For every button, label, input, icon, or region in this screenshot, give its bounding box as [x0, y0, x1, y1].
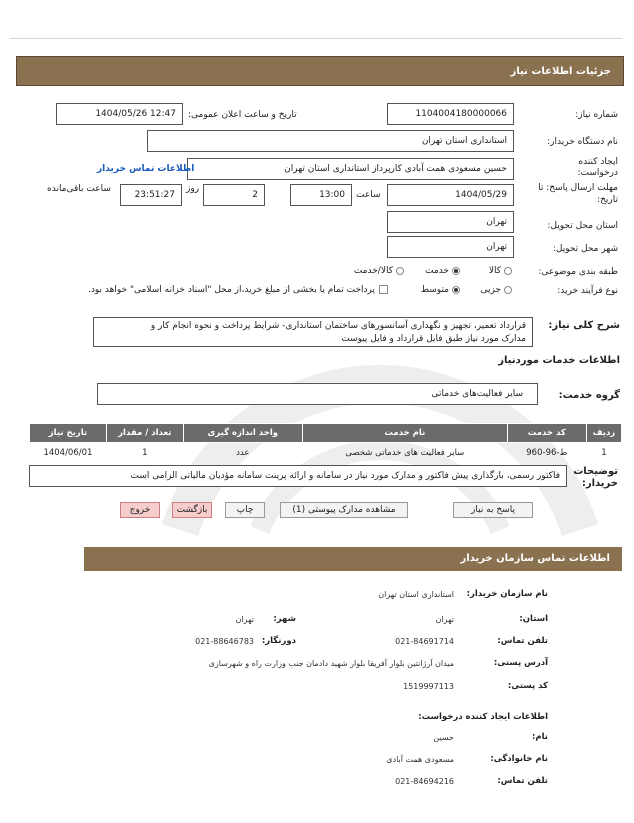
radio-selected-icon [452, 267, 460, 275]
back-button[interactable]: بازگشت [172, 502, 212, 518]
contact-org-label: نام سازمان خریدار: [466, 589, 548, 599]
contact-phone-label: تلفن تماس: [497, 636, 548, 646]
creator-first-name-label: نام: [531, 732, 548, 742]
deadline-date-field: 1404/05/29 [387, 184, 514, 206]
category-label: طبقه بندی موضوعی: [538, 267, 618, 277]
contact-phone-value: 021-84691714 [395, 637, 454, 646]
view-documents-button[interactable]: مشاهده مدارک پیوستی (1) [280, 502, 408, 518]
contact-section-header: اطلاعات تماس سازمان خریدار [84, 547, 622, 571]
contact-city-value: تهران [235, 615, 254, 624]
process-option-medium[interactable]: متوسط [421, 285, 460, 295]
category-option-both[interactable]: کالا/خدمت [354, 266, 404, 276]
cell-row: 1 [601, 448, 607, 458]
page-header: جزئیات اطلاعات نیاز [16, 56, 624, 86]
col-code: کد خدمت [507, 424, 586, 443]
radio-icon [504, 267, 512, 275]
radio-selected-icon [452, 286, 460, 294]
deadline-label: مهلت ارسال پاسخ: تا [538, 183, 618, 193]
deadline-time-field: 13:00 [290, 184, 352, 206]
table-row [30, 443, 622, 464]
province-label: استان محل تحویل: [547, 221, 618, 231]
buyer-notes-field: فاکتور رسمی، بارگذاری پیش فاکتور و مدارک مورد نیاز در سامانه و ارائه پرینت سامانه مؤدیان مالیاتی الزامی است [29, 465, 567, 487]
contact-fax-value: 021-88646783 [195, 637, 254, 646]
need-number-label: شماره نیاز: [575, 110, 618, 120]
table-header-row [30, 424, 622, 443]
exit-button[interactable]: خروج [120, 502, 160, 518]
contact-province-label: استان: [519, 614, 548, 624]
announce-label: تاریخ و ساعت اعلان عمومی: [188, 110, 297, 120]
radio-icon [396, 267, 404, 275]
creator-last-name-value: مسعودی همت آبادی [386, 755, 454, 764]
days-field: 2 [203, 184, 265, 206]
services-table [29, 423, 622, 463]
announce-field: 1404/05/26 12:47 [56, 103, 183, 125]
buyer-org-field: استانداری استان تهران [147, 130, 514, 152]
time-label: ساعت [356, 190, 381, 200]
creator-last-name-label: نام خانوادگی: [490, 754, 548, 764]
contact-province-value: تهران [435, 615, 454, 624]
remaining-field: 23:51:27 [120, 184, 182, 206]
process-option-minor[interactable]: جزیی [480, 285, 512, 295]
city-label: شهر محل تحویل: [552, 244, 618, 254]
creator-first-name-value: حسین [433, 733, 454, 742]
buyer-org-label: نام دستگاه خریدار: [547, 137, 618, 147]
description-line-1: قرارداد تعمیر، تجهیز و نگهداری آسانسورهای ساختمان استانداری- شرایط پرداخت و نحوه انجام کار و [150, 321, 526, 331]
contact-fax-label: دورنگار: [261, 636, 296, 646]
creator-label-2: درخواست: [577, 168, 618, 178]
buyer-notes-label: توضیحات [573, 466, 618, 477]
col-date: تاریخ نیاز [30, 424, 107, 443]
category-option-service[interactable]: خدمت [425, 266, 460, 276]
service-group-label: گروه خدمت: [558, 390, 620, 401]
contact-postal-value: 1519997113 [403, 682, 454, 691]
col-qty: تعداد / مقدار [106, 424, 183, 443]
contact-address-label: آدرس پستی: [493, 658, 548, 668]
creator-section-label: اطلاعات ایجاد کننده درخواست: [418, 712, 548, 722]
contact-postal-label: کد پستی: [507, 681, 548, 691]
description-line-2: مدارک مورد نیاز طبق فایل قرارداد و فایل پیوست [341, 334, 526, 344]
cell-unit: عدد [236, 448, 250, 458]
province-field: تهران [387, 211, 514, 233]
deadline-label-2: تاریخ: [597, 195, 618, 205]
cell-name: سایر فعالیت های خدماتی شخصی [345, 448, 465, 458]
col-name: نام خدمت [302, 424, 507, 443]
buyer-notes-label-2: خریدار: [581, 478, 618, 489]
buyer-contact-link[interactable]: اطلاعات تماس خریدار [97, 164, 195, 174]
creator-phone-label: تلفن تماس: [497, 776, 548, 786]
category-option-goods[interactable]: کالا [489, 266, 512, 276]
contact-address-value: میدان آرژانتین بلوار آفریقا بلوار شهید دادمان جنب وزارت راه و شهرسازی [208, 659, 454, 668]
services-section-title: اطلاعات خدمات موردنیاز [498, 355, 620, 366]
creator-phone-value: 021-84694216 [395, 777, 454, 786]
col-row: ردیف [586, 424, 621, 443]
respond-button[interactable]: پاسخ به نیاز [453, 502, 533, 518]
description-label: شرح کلی نیاز: [548, 320, 620, 331]
creator-label: ایجاد کننده [578, 157, 618, 167]
creator-field: حسین مسعودی همت آبادی کارپرداز استانداری استان تهران [187, 158, 514, 180]
radio-icon [504, 286, 512, 294]
contact-city-label: شهر: [273, 614, 296, 624]
remaining-label: ساعت باقی‌مانده [47, 184, 111, 194]
service-group-field: سایر فعالیت‌های خدماتی [97, 383, 538, 405]
print-button[interactable]: چاپ [225, 502, 265, 518]
cell-qty: 1 [142, 448, 148, 458]
city-field: تهران [387, 236, 514, 258]
process-label: نوع فرآیند خرید: [557, 286, 618, 296]
checkbox-icon [379, 285, 388, 294]
cell-date: 1404/06/01 [43, 448, 93, 458]
description-box [93, 317, 533, 347]
cell-code: ط-96-960 [526, 448, 568, 458]
need-number-field: 1104004180000066 [387, 103, 514, 125]
payment-checkbox-row[interactable]: پرداخت تمام یا بخشی از مبلغ خرید،از محل "اسناد خزانه اسلامی" خواهد بود. [88, 285, 388, 295]
contact-org-value: استانداری استان تهران [378, 590, 454, 599]
col-unit: واحد اندازه گیری [183, 424, 302, 443]
top-divider [10, 38, 622, 39]
day-label: روز [186, 184, 200, 194]
